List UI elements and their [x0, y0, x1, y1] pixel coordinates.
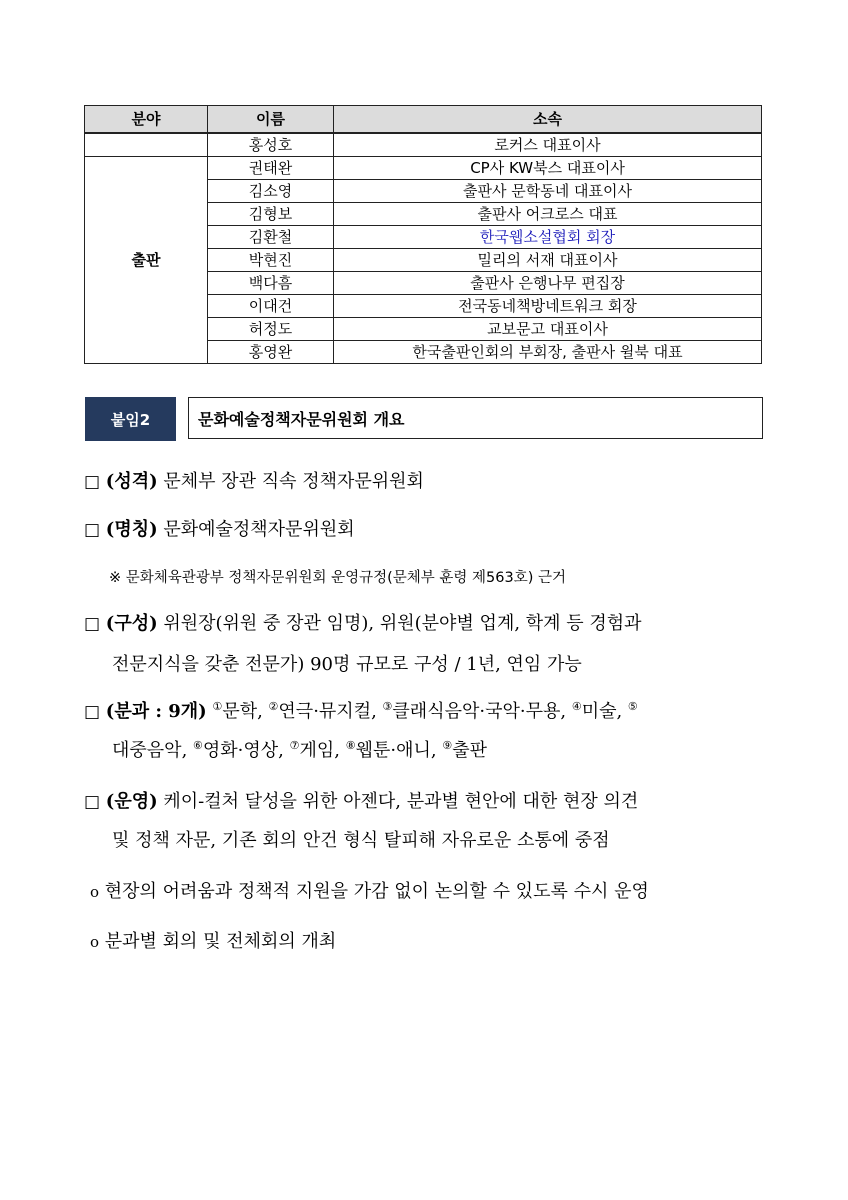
table-row: [85, 133, 762, 157]
sub-item: [90, 927, 336, 953]
division-item: 대중음악: [112, 740, 182, 761]
sub-item: [90, 877, 649, 903]
checkbox-icon: □: [84, 792, 101, 812]
division-item: 출판: [452, 740, 487, 761]
table-header-row: [85, 106, 762, 134]
section-text: 위원장(위원 중 장관 임명), 위원(분야별 업계, 학계 등 경험과: [163, 613, 642, 634]
org-cell: 출판사 어크로스 대표: [334, 203, 762, 226]
sub-bullet-icon: o: [90, 933, 100, 951]
num-6: ⑥: [193, 739, 203, 752]
division-item: 문학: [222, 701, 258, 722]
section-text: 케이-컬처 달성을 위한 아젠다, 분과별 현안에 대한 현장 의견: [163, 791, 639, 812]
name-cell: 김환철: [208, 226, 334, 249]
checkbox-icon: □: [84, 520, 101, 540]
section-label: (분과 : 9개): [105, 701, 207, 722]
num-8: ⑧: [345, 739, 356, 752]
attachment-title: 문화예술정책자문위원회 개요: [188, 397, 763, 439]
field-cell-empty: [85, 133, 208, 157]
section-nature: [84, 467, 424, 493]
section-label: (구성): [105, 613, 158, 634]
org-cell: 출판사 문학동네 대표이사: [334, 180, 762, 203]
name-cell: 김형보: [208, 203, 334, 226]
header-name: 이름: [208, 106, 334, 134]
checkbox-icon: □: [84, 702, 101, 722]
checkbox-icon: □: [84, 472, 101, 492]
section-name: [84, 515, 355, 541]
org-cell-highlight: 한국웹소설협회 회장: [334, 226, 762, 249]
section-operation: [84, 787, 638, 813]
section-text: 문체부 장관 직속 정책자문위원회: [163, 471, 424, 492]
num-1: ①: [212, 700, 223, 713]
section-label: (명칭): [105, 519, 158, 540]
checkbox-icon: □: [84, 614, 101, 634]
division-item: 미술: [581, 701, 617, 722]
section-divisions: □ (분과 : 9개) ①문학, ②연극·뮤지컬, ③클래식음악·국악·무용, ④미술, ⑤: [84, 700, 638, 722]
attachment-tag: 붙임2: [85, 397, 176, 441]
num-4: ④: [571, 700, 582, 713]
header-org: 소속: [334, 106, 762, 134]
num-5: ⑤: [627, 700, 638, 713]
division-item: 연극·뮤지컬: [278, 701, 372, 722]
section-operation-cont: 및 정책 자문, 기존 회의 안건 형식 탈피해 자유로운 소통에 중점: [112, 830, 610, 851]
section-text: 문화예술정책자문위원회: [163, 519, 355, 540]
name-cell: 백다흠: [208, 272, 334, 295]
num-7: ⑦: [289, 739, 300, 752]
section-composition: [84, 609, 642, 635]
name-cell: 홍영완: [208, 341, 334, 364]
field-cell-publishing: 출판: [85, 157, 208, 364]
section-divisions-cont: 대중음악, ⑥영화·영상, ⑦게임, ⑧웹툰·애니, ⑨출판: [112, 739, 487, 761]
sub-item-text: 분과별 회의 및 전체회의 개최: [104, 931, 337, 952]
org-cell: 로커스 대표이사: [334, 133, 762, 157]
name-cell: 허정도: [208, 318, 334, 341]
name-cell: 홍성호: [208, 133, 334, 157]
sub-item-text: 현장의 어려움과 정책적 지원을 가감 없이 논의할 수 있도록 수시 운영: [104, 881, 649, 902]
num-9: ⑨: [442, 739, 453, 752]
org-cell: 교보문고 대표이사: [334, 318, 762, 341]
division-item: 웹툰·애니: [355, 740, 431, 761]
member-table: [84, 105, 762, 364]
name-cell: 이대건: [208, 295, 334, 318]
division-item: 클래식음악·국악·무용: [392, 701, 561, 722]
org-cell: 출판사 은행나무 편집장: [334, 272, 762, 295]
header-field: 분야: [85, 106, 208, 134]
sub-bullet-icon: o: [90, 883, 100, 901]
org-cell: 밀리의 서재 대표이사: [334, 249, 762, 272]
num-2: ②: [268, 700, 279, 713]
org-cell: 한국출판인회의 부회장, 출판사 윌북 대표: [334, 341, 762, 364]
name-cell: 김소영: [208, 180, 334, 203]
section-label: (성격): [105, 471, 158, 492]
name-cell: 박현진: [208, 249, 334, 272]
division-item: 게임: [299, 740, 335, 761]
org-cell: 전국동네책방네트워크 회장: [334, 295, 762, 318]
division-item: 영화·영상: [202, 740, 279, 761]
section-label: (운영): [105, 791, 158, 812]
section-composition-cont: 전문지식을 갖춘 전문가) 90명 규모로 구성 / 1년, 연임 가능: [112, 654, 582, 675]
num-3: ③: [382, 700, 393, 713]
org-cell: CP사 KW북스 대표이사: [334, 157, 762, 180]
table-row: [85, 157, 762, 180]
regulation-note: ※ 문화체육관광부 정책자문위원회 운영규정(문체부 훈령 제563호) 근거: [109, 570, 566, 586]
name-cell: 권태완: [208, 157, 334, 180]
